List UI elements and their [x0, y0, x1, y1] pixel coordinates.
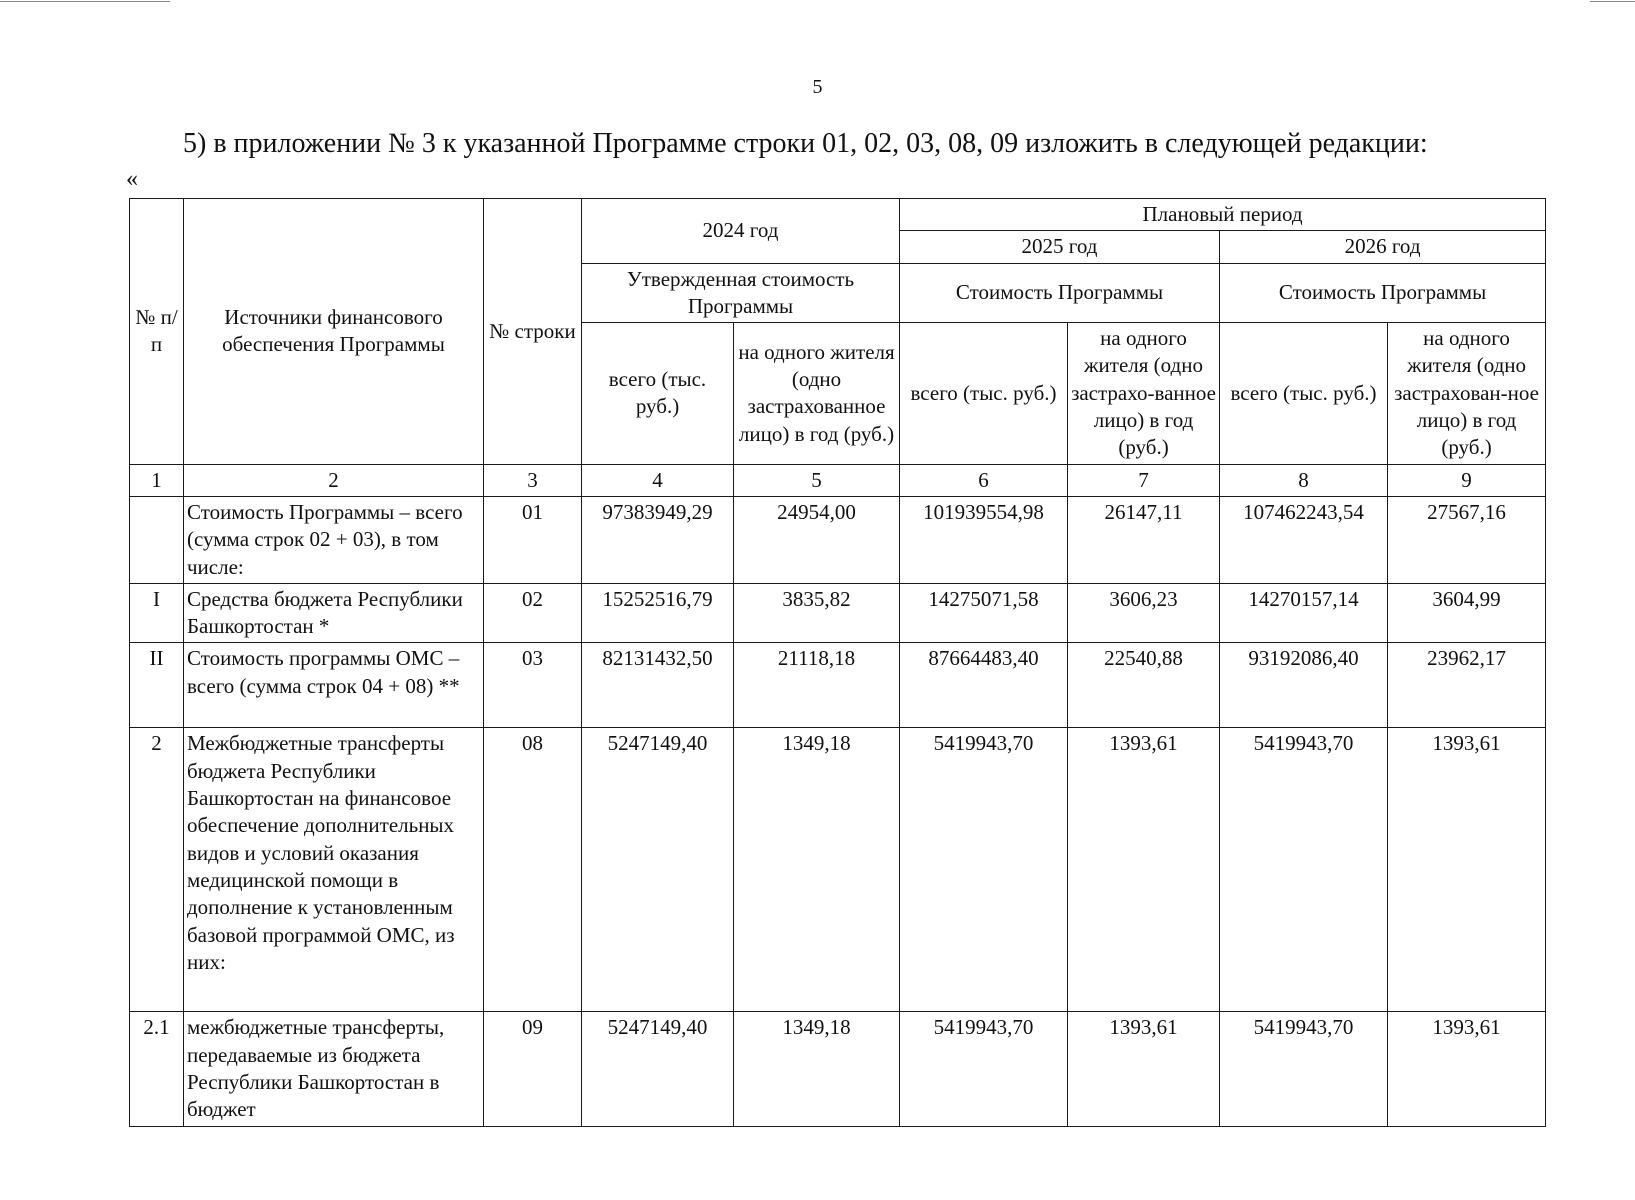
header-total-2025: всего (тыс. руб.): [900, 323, 1068, 464]
page-number: 5: [812, 76, 823, 98]
per-resident-2024-cell: 21118,18: [734, 643, 900, 728]
column-number: 3: [484, 464, 582, 496]
header-planned-period: Плановый период: [900, 199, 1546, 231]
column-number: 5: [734, 464, 900, 496]
row-index: [130, 496, 184, 583]
row-source: Стоимость программы ОМС – всего (сумма строк 04 + 08) **: [184, 643, 484, 728]
opening-quote: «: [126, 166, 138, 192]
row-index: I: [130, 583, 184, 643]
column-number: 9: [1388, 464, 1546, 496]
table-row: [130, 496, 1546, 583]
column-number: 1: [130, 464, 184, 496]
column-number: 7: [1068, 464, 1220, 496]
per-resident-2024-cell: 24954,00: [734, 496, 900, 583]
header-program-cost-2026: Стоимость Программы: [1220, 263, 1546, 323]
header-approved-cost: Утвержденная стоимость Программы: [582, 263, 900, 323]
column-number: 4: [582, 464, 734, 496]
column-number: 8: [1220, 464, 1388, 496]
header-per-resident-2026: на одного жителя (одно застрахован-ное лицо) в год (руб.): [1388, 323, 1546, 464]
intro-paragraph: 5) в приложении № 3 к указанной Программе строки 01, 02, 03, 08, 09 изложить в следующей редакции:: [183, 128, 1428, 159]
per-resident-2025-cell: 1393,61: [1068, 1012, 1220, 1126]
per-resident-2026-cell: 27567,16: [1388, 496, 1546, 583]
header-total-2026: всего (тыс. руб.): [1220, 323, 1388, 464]
row-line-number: 03: [484, 643, 582, 728]
per-resident-2026-cell: 3604,99: [1388, 583, 1546, 643]
row-source: Межбюджетные трансферты бюджета Республики Башкортостан на финансовое обеспечение дополнительных видов и условий оказания медицинской помощи в дополнение к установленным базовой программой ОМС, из них:: [184, 728, 484, 1012]
column-number: 6: [900, 464, 1068, 496]
row-index: 2.1: [130, 1012, 184, 1126]
per-resident-2026-cell: 1393,61: [1388, 728, 1546, 1012]
row-line-number: 08: [484, 728, 582, 1012]
per-resident-2024-cell: 3835,82: [734, 583, 900, 643]
per-resident-2025-cell: 1393,61: [1068, 728, 1220, 1012]
table-row: [130, 583, 1546, 643]
financing-table: [129, 198, 1546, 1127]
total-2026-cell: 14270157,14: [1220, 583, 1388, 643]
total-2025-cell: 101939554,98: [900, 496, 1068, 583]
total-2024-cell: 15252516,79: [582, 583, 734, 643]
total-2024-cell: 97383949,29: [582, 496, 734, 583]
row-index: II: [130, 643, 184, 728]
table-row: [130, 1012, 1546, 1126]
per-resident-2025-cell: 3606,23: [1068, 583, 1220, 643]
total-2025-cell: 14275071,58: [900, 583, 1068, 643]
per-resident-2025-cell: 26147,11: [1068, 496, 1220, 583]
header-year-2024: 2024 год: [582, 199, 900, 264]
column-number: 2: [184, 464, 484, 496]
total-2024-cell: 5247149,40: [582, 728, 734, 1012]
per-resident-2026-cell: 1393,61: [1388, 1012, 1546, 1126]
total-2024-cell: 5247149,40: [582, 1012, 734, 1126]
row-source: Стоимость Программы – всего (сумма строк 02 + 03), в том числе:: [184, 496, 484, 583]
header-year-2026: 2026 год: [1220, 231, 1546, 263]
scan-edge-line-left: [0, 1, 170, 2]
header-year-2025: 2025 год: [900, 231, 1220, 263]
column-number-row: [130, 464, 1546, 496]
total-2024-cell: 82131432,50: [582, 643, 734, 728]
header-row-1: [130, 199, 1546, 231]
header-program-cost-2025: Стоимость Программы: [900, 263, 1220, 323]
total-2025-cell: 5419943,70: [900, 728, 1068, 1012]
header-line-no: № строки: [484, 199, 582, 465]
header-total-2024: всего (тыс. руб.): [582, 323, 734, 464]
total-2026-cell: 93192086,40: [1220, 643, 1388, 728]
total-2025-cell: 87664483,40: [900, 643, 1068, 728]
table-row: [130, 728, 1546, 1012]
total-2025-cell: 5419943,70: [900, 1012, 1068, 1126]
total-2026-cell: 5419943,70: [1220, 728, 1388, 1012]
per-resident-2024-cell: 1349,18: [734, 1012, 900, 1126]
row-line-number: 09: [484, 1012, 582, 1126]
header-sources: Источники финансового обеспечения Программы: [184, 199, 484, 465]
header-per-resident-2025: на одного жителя (одно застрахо-ванное лицо) в год (руб.): [1068, 323, 1220, 464]
row-source: межбюджетные трансферты, передаваемые из бюджета Республики Башкортостан в бюджет: [184, 1012, 484, 1126]
row-index: 2: [130, 728, 184, 1012]
total-2026-cell: 107462243,54: [1220, 496, 1388, 583]
per-resident-2026-cell: 23962,17: [1388, 643, 1546, 728]
header-per-resident-2024: на одного жителя (одно застрахованное лицо) в год (руб.): [734, 323, 900, 464]
per-resident-2025-cell: 22540,88: [1068, 643, 1220, 728]
header-row-no: № п/п: [130, 199, 184, 465]
table-row: [130, 643, 1546, 728]
row-line-number: 02: [484, 583, 582, 643]
row-source: Средства бюджета Республики Башкортостан *: [184, 583, 484, 643]
row-line-number: 01: [484, 496, 582, 583]
per-resident-2024-cell: 1349,18: [734, 728, 900, 1012]
scan-edge-line-right: [1590, 1, 1635, 2]
total-2026-cell: 5419943,70: [1220, 1012, 1388, 1126]
